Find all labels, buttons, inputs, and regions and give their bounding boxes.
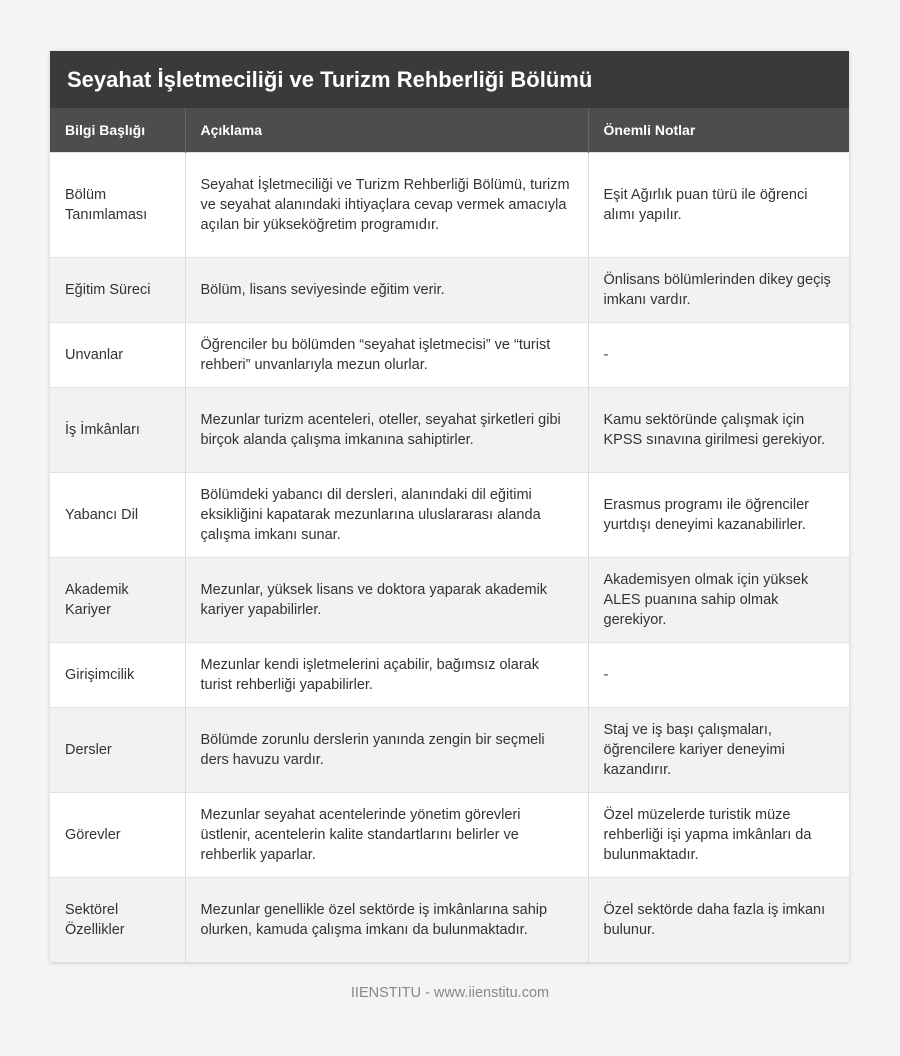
row-description: Bölümdeki yabancı dil dersleri, alanındaki dil eğitimi eksikliğini kapatarak mezunlarına uluslararası alanda çalışma imkanı sunar. bbox=[185, 472, 588, 557]
row-topic: Sektörel Özellikler bbox=[50, 877, 185, 962]
table-row bbox=[50, 557, 849, 642]
row-note: Eşit Ağırlık puan türü ile öğrenci alımı yapılır. bbox=[588, 152, 849, 257]
row-topic: Dersler bbox=[50, 707, 185, 792]
row-topic: İş İmkânları bbox=[50, 387, 185, 472]
row-topic: Bölüm Tanımlaması bbox=[50, 152, 185, 257]
footer-credit: IIENSTITU - www.iienstitu.com bbox=[350, 985, 550, 1001]
table-row bbox=[50, 257, 849, 322]
row-description: Mezunlar, yüksek lisans ve doktora yaparak akademik kariyer yapabilirler. bbox=[185, 557, 588, 642]
row-note: Özel müzelerde turistik müze rehberliği işi yapma imkânları da bulunmaktadır. bbox=[588, 792, 849, 877]
row-topic: Yabancı Dil bbox=[50, 472, 185, 557]
row-note: Kamu sektöründe çalışmak için KPSS sınavına girilmesi gerekiyor. bbox=[588, 387, 849, 472]
row-note: Akademisyen olmak için yüksek ALES puanına sahip olmak gerekiyor. bbox=[588, 557, 849, 642]
row-topic: Eğitim Süreci bbox=[50, 257, 185, 322]
row-topic: Girişimcilik bbox=[50, 642, 185, 707]
info-table-card bbox=[50, 51, 849, 962]
row-description: Bölüm, lisans seviyesinde eğitim verir. bbox=[185, 257, 588, 322]
row-note: - bbox=[588, 322, 849, 387]
table-row bbox=[50, 322, 849, 387]
header-notes: Önemli Notlar bbox=[588, 108, 849, 152]
row-description: Seyahat İşletmeciliği ve Turizm Rehberliği Bölümü, turizm ve seyahat alanındaki ihtiyaçlara cevap vermek amacıyla açılan bir yükseköğretim programıdır. bbox=[185, 152, 588, 257]
row-note: Erasmus programı ile öğrenciler yurtdışı deneyimi kazanabilirler. bbox=[588, 472, 849, 557]
row-description: Mezunlar kendi işletmelerini açabilir, bağımsız olarak turist rehberliği yapabilirler. bbox=[185, 642, 588, 707]
row-note: Önlisans bölümlerinden dikey geçiş imkanı vardır. bbox=[588, 257, 849, 322]
row-description: Mezunlar seyahat acentelerinde yönetim görevleri üstlenir, acentelerin kalite standartlarını belirler ve rehberlik yaparlar. bbox=[185, 792, 588, 877]
row-topic: Akademik Kariyer bbox=[50, 557, 185, 642]
row-description: Mezunlar turizm acenteleri, oteller, seyahat şirketleri gibi birçok alanda çalışma imkanına sahiptirler. bbox=[185, 387, 588, 472]
table-row bbox=[50, 387, 849, 472]
row-note: - bbox=[588, 642, 849, 707]
table-row bbox=[50, 707, 849, 792]
row-description: Mezunlar genellikle özel sektörde iş imkânlarına sahip olurken, kamuda çalışma imkanı da bulunmaktadır. bbox=[185, 877, 588, 962]
info-table bbox=[50, 108, 849, 962]
table-row bbox=[50, 642, 849, 707]
table-title: Seyahat İşletmeciliği ve Turizm Rehberliği Bölümü bbox=[50, 51, 849, 108]
table-row bbox=[50, 792, 849, 877]
table-row bbox=[50, 877, 849, 962]
row-topic: Unvanlar bbox=[50, 322, 185, 387]
table-row bbox=[50, 472, 849, 557]
row-topic: Görevler bbox=[50, 792, 185, 877]
row-note: Özel sektörde daha fazla iş imkanı bulunur. bbox=[588, 877, 849, 962]
table-header-row bbox=[50, 108, 849, 152]
row-note: Staj ve iş başı çalışmaları, öğrencilere kariyer deneyimi kazandırır. bbox=[588, 707, 849, 792]
table-row bbox=[50, 152, 849, 257]
row-description: Öğrenciler bu bölümden “seyahat işletmecisi” ve “turist rehberi” unvanlarıyla mezun olurlar. bbox=[185, 322, 588, 387]
row-description: Bölümde zorunlu derslerin yanında zengin bir seçmeli ders havuzu vardır. bbox=[185, 707, 588, 792]
header-description: Açıklama bbox=[185, 108, 588, 152]
header-topic: Bilgi Başlığı bbox=[50, 108, 185, 152]
